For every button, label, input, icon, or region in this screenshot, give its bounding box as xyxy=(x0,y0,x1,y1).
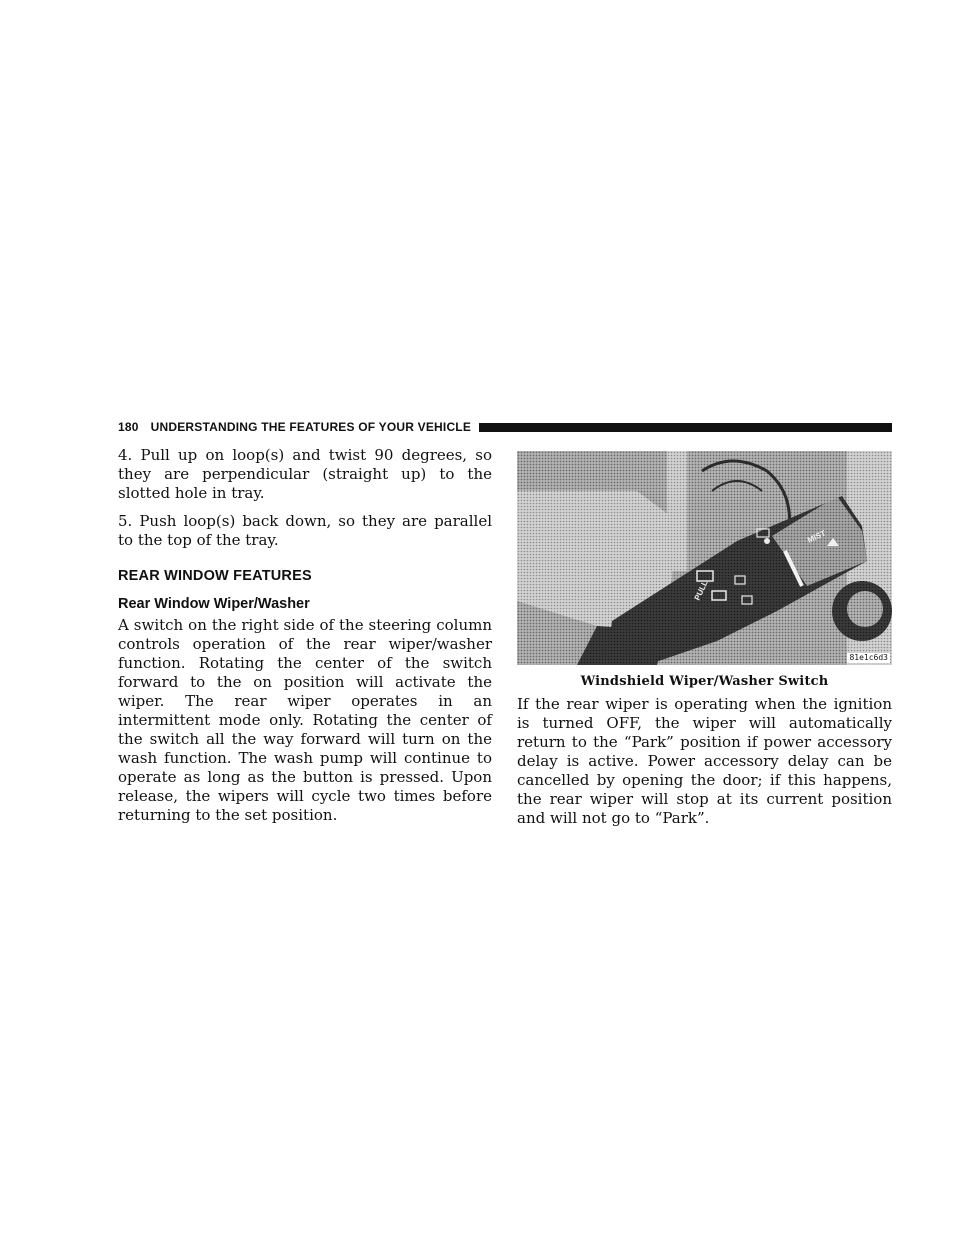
rear-wiper-park-body: If the rear wiper is operating when the ignition is turned OFF, the wiper will automatically return to the “Park” position if power accessory delay is active. Power accessory delay can be cancelled by opening the door; if this happens, the rear wiper will stop at its current position and will not go to “Park”. xyxy=(517,695,892,827)
mist-label: MIST xyxy=(806,528,828,545)
step-5-text: 5. Push loop(s) back down, so they are parallel to the top of the tray. xyxy=(118,512,492,549)
figure-code: 81e1c6d3 xyxy=(849,653,888,662)
wiper-switch-photo xyxy=(517,451,892,665)
running-title: UNDERSTANDING THE FEATURES OF YOUR VEHICLE xyxy=(150,420,472,434)
figure-caption: Windshield Wiper/Washer Switch xyxy=(580,674,829,689)
pull-label: PULL xyxy=(692,579,710,602)
rear-wiper-body: A switch on the right side of the steering column controls operation of the rear wiper/washer function. Rotating the center of the switch forward to the on position will activate the wiper. The rear wiper operates in an intermittent mode only. Rotating the center of the switch all the way forward will turn on the wash function. The wash pump will continue to operate as long as the button is pressed. Upon release, the wipers will cycle two times before returning to the set position. xyxy=(118,616,492,824)
page-number: 180 xyxy=(118,420,139,434)
left-column xyxy=(118,446,492,834)
sub-heading: Rear Window Wiper/Washer xyxy=(118,596,310,612)
right-column xyxy=(517,451,892,828)
section-heading: REAR WINDOW FEATURES xyxy=(118,568,312,584)
header-rule xyxy=(479,423,892,432)
step-4-text: 4. Pull up on loop(s) and twist 90 degrees, so they are perpendicular (straight up) to the slotted hole in tray. xyxy=(118,446,492,502)
page-header xyxy=(118,419,892,435)
